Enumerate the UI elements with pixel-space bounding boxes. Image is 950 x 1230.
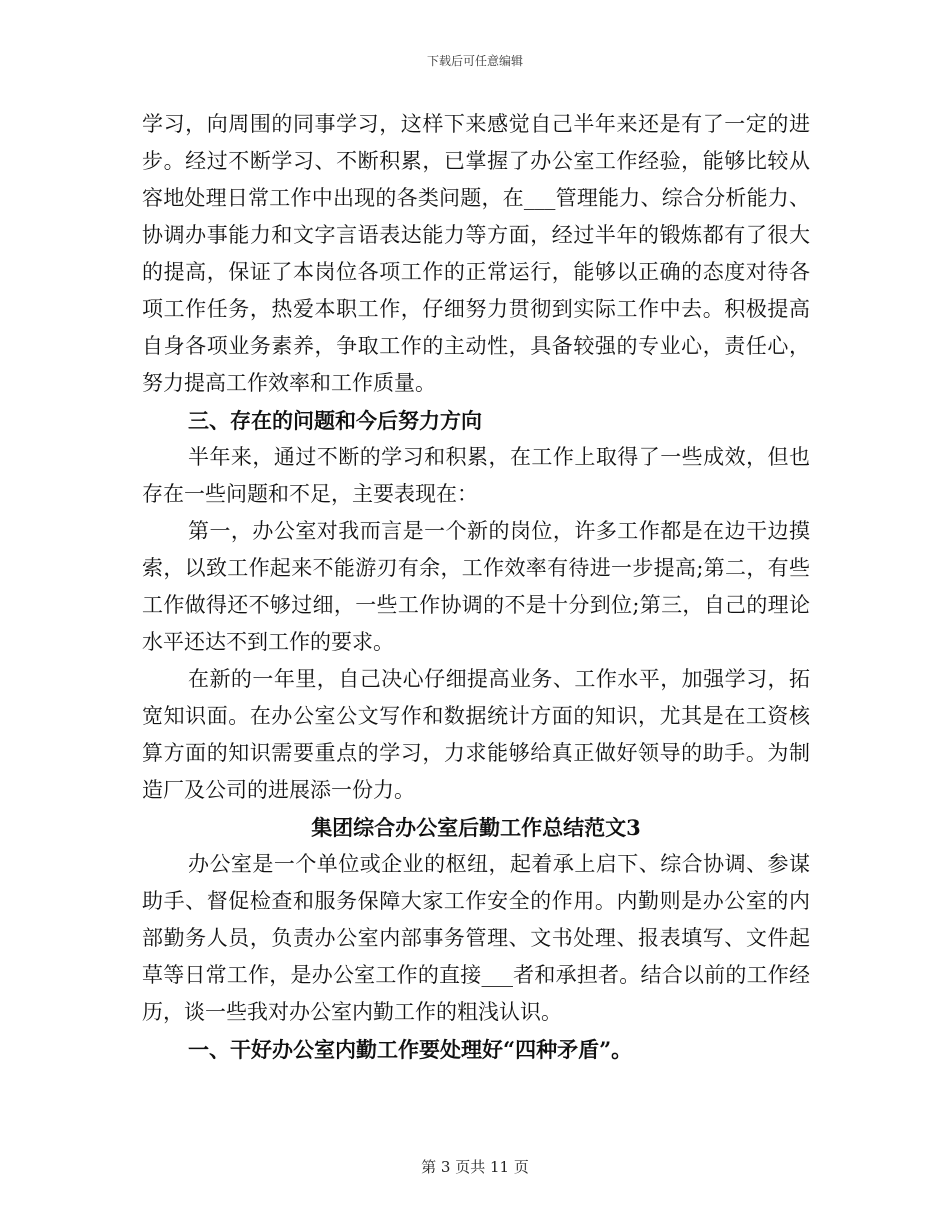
- article-title: 集团综合办公室后勤工作总结范文3: [311, 815, 641, 840]
- page-number: 第 3 页共 11 页: [421, 1158, 529, 1176]
- section-heading-contradictions: 一、干好办公室内勤工作要处理好“四种矛盾”。: [188, 1037, 633, 1062]
- paragraph-intro: 办公室是一个单位或企业的枢纽，起着承上启下、综合协调、参谋助手、督促检查和服务保障大家工作安全的作用。内勤则是办公室的内部勤务人员，负责办公室内部事务管理、文书处理、报表填写、文件起草等日常工作，是办公室工作的直接___者和承担者。结合以前的工作经历，谈一些我对办公室内勤工作的粗浅认识。: [142, 852, 810, 1024]
- page-header-note: 下载后可任意编辑: [426, 54, 523, 68]
- paragraph-plans: 在新的一年里，自己决心仔细提高业务、工作水平，加强学习，拓宽知识面。在办公室公文写作和数据统计方面的知识，尤其是在工资核算方面的知识需要重点的学习，力求能够给真正做好领导的助手。为制造厂及公司的进展添一份力。: [142, 667, 810, 802]
- paragraph-summary: 半年来，通过不断的学习和积累，在工作上取得了一些成效，但也存在一些问题和不足，主要表现在：: [142, 445, 810, 506]
- document-body: [142, 106, 810, 1068]
- paragraph-continuation: 学习，向周围的同事学习，这样下来感觉自己半年来还是有了一定的进步。经过不断学习、不断积累，已掌握了办公室工作经验，能够比较从容地处理日常工作中出现的各类问题，在___管理能力、综合分析能力、协调办事能力和文字言语表达能力等方面，经过半年的锻炼都有了很大的提高，保证了本岗位各项工作的正常运行，能够以正确的态度对待各项工作任务，热爱本职工作，仔细努力贯彻到实际工作中去。积极提高自身各项业务素养，争取工作的主动性，具备较强的专业心，责任心，努力提高工作效率和工作质量。: [142, 112, 810, 395]
- paragraph-issues: 第一，办公室对我而言是一个新的岗位，许多工作都是在边干边摸索，以致工作起来不能游刃有余，工作效率有待进一步提高;第二，有些工作做得还不够过细，一些工作协调的不是十分到位;第三，自己的理论水平还达不到工作的要求。: [142, 519, 810, 654]
- section-heading-problems: 三、存在的问题和今后努力方向: [188, 408, 482, 433]
